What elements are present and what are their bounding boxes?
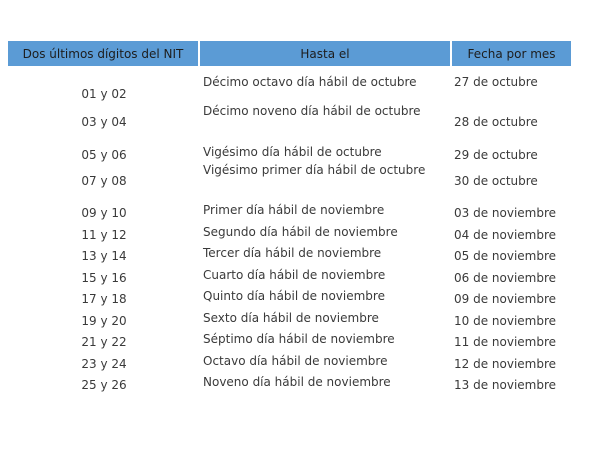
nit-digits-cell: 19 y 20	[81, 313, 127, 328]
table-row	[8, 141, 571, 163]
date-cell: 10 de noviembre	[454, 313, 557, 328]
table-row	[8, 264, 571, 286]
deadline-cell: Vigésimo día hábil de octubre	[203, 144, 382, 159]
table-row	[8, 163, 571, 200]
nit-digits-cell: 15 y 16	[81, 270, 127, 285]
nit-digits-cell: 07 y 08	[81, 173, 127, 188]
table-row	[8, 200, 571, 222]
deadline-cell: Noveno día hábil de noviembre	[203, 375, 391, 390]
nit-digits-cell: 03 y 04	[81, 115, 127, 129]
deadline-cell: Quinto día hábil de noviembre	[203, 289, 385, 304]
deadline-cell: Tercer día hábil de noviembre	[203, 246, 382, 261]
deadline-cell: Décimo noveno día hábil de octubre	[203, 104, 421, 118]
deadline-cell: Cuarto día hábil de noviembre	[203, 267, 386, 282]
nit-digits-cell: 21 y 22	[81, 335, 127, 349]
deadline-cell: Sexto día hábil de noviembre	[203, 310, 379, 325]
table-body	[8, 66, 571, 393]
table-row	[8, 104, 571, 141]
date-cell: 03 de noviembre	[454, 206, 557, 220]
header-deadline: Hasta el	[200, 41, 452, 66]
date-cell: 13 de noviembre	[454, 378, 557, 392]
date-cell: 12 de noviembre	[454, 356, 557, 371]
nit-digits-cell: 09 y 10	[81, 206, 127, 220]
date-cell: 09 de noviembre	[454, 292, 557, 306]
table-row	[8, 221, 571, 243]
deadline-cell: Segundo día hábil de noviembre	[203, 224, 398, 239]
nit-digits-cell: 13 y 14	[81, 249, 127, 263]
nit-digits-cell: 05 y 06	[81, 147, 127, 162]
table-row	[8, 350, 571, 372]
nit-deadline-table	[8, 41, 571, 393]
deadline-cell: Séptimo día hábil de noviembre	[203, 332, 395, 347]
date-cell: 05 de noviembre	[454, 249, 557, 263]
deadline-cell: Vigésimo primer día hábil de octubre	[203, 162, 426, 177]
deadline-cell: Décimo octavo día hábil de octubre	[203, 75, 417, 89]
date-cell: 06 de noviembre	[454, 270, 557, 285]
nit-digits-cell: 17 y 18	[81, 292, 127, 306]
date-cell: 30 de octubre	[454, 173, 538, 188]
header-date: Fecha por mes	[452, 41, 571, 66]
nit-digits-cell: 23 y 24	[81, 356, 127, 371]
deadline-cell: Octavo día hábil de noviembre	[203, 353, 388, 368]
header-nit-digits: Dos últimos dígitos del NIT	[8, 41, 200, 66]
nit-digits-cell: 25 y 26	[81, 378, 127, 392]
date-cell: 27 de octubre	[454, 75, 538, 89]
date-cell: 04 de noviembre	[454, 227, 557, 242]
table-header	[8, 41, 571, 66]
table-row	[8, 307, 571, 329]
nit-digits-cell: 11 y 12	[81, 227, 127, 242]
table-row	[8, 329, 571, 351]
table-row	[8, 243, 571, 265]
table-row	[8, 372, 571, 394]
date-cell: 28 de octubre	[454, 115, 538, 129]
table-row	[8, 66, 571, 104]
date-cell: 11 de noviembre	[454, 335, 557, 349]
table-row	[8, 286, 571, 308]
date-cell: 29 de octubre	[454, 147, 538, 162]
nit-digits-cell: 01 y 02	[81, 87, 127, 101]
deadline-cell: Primer día hábil de noviembre	[203, 203, 385, 218]
